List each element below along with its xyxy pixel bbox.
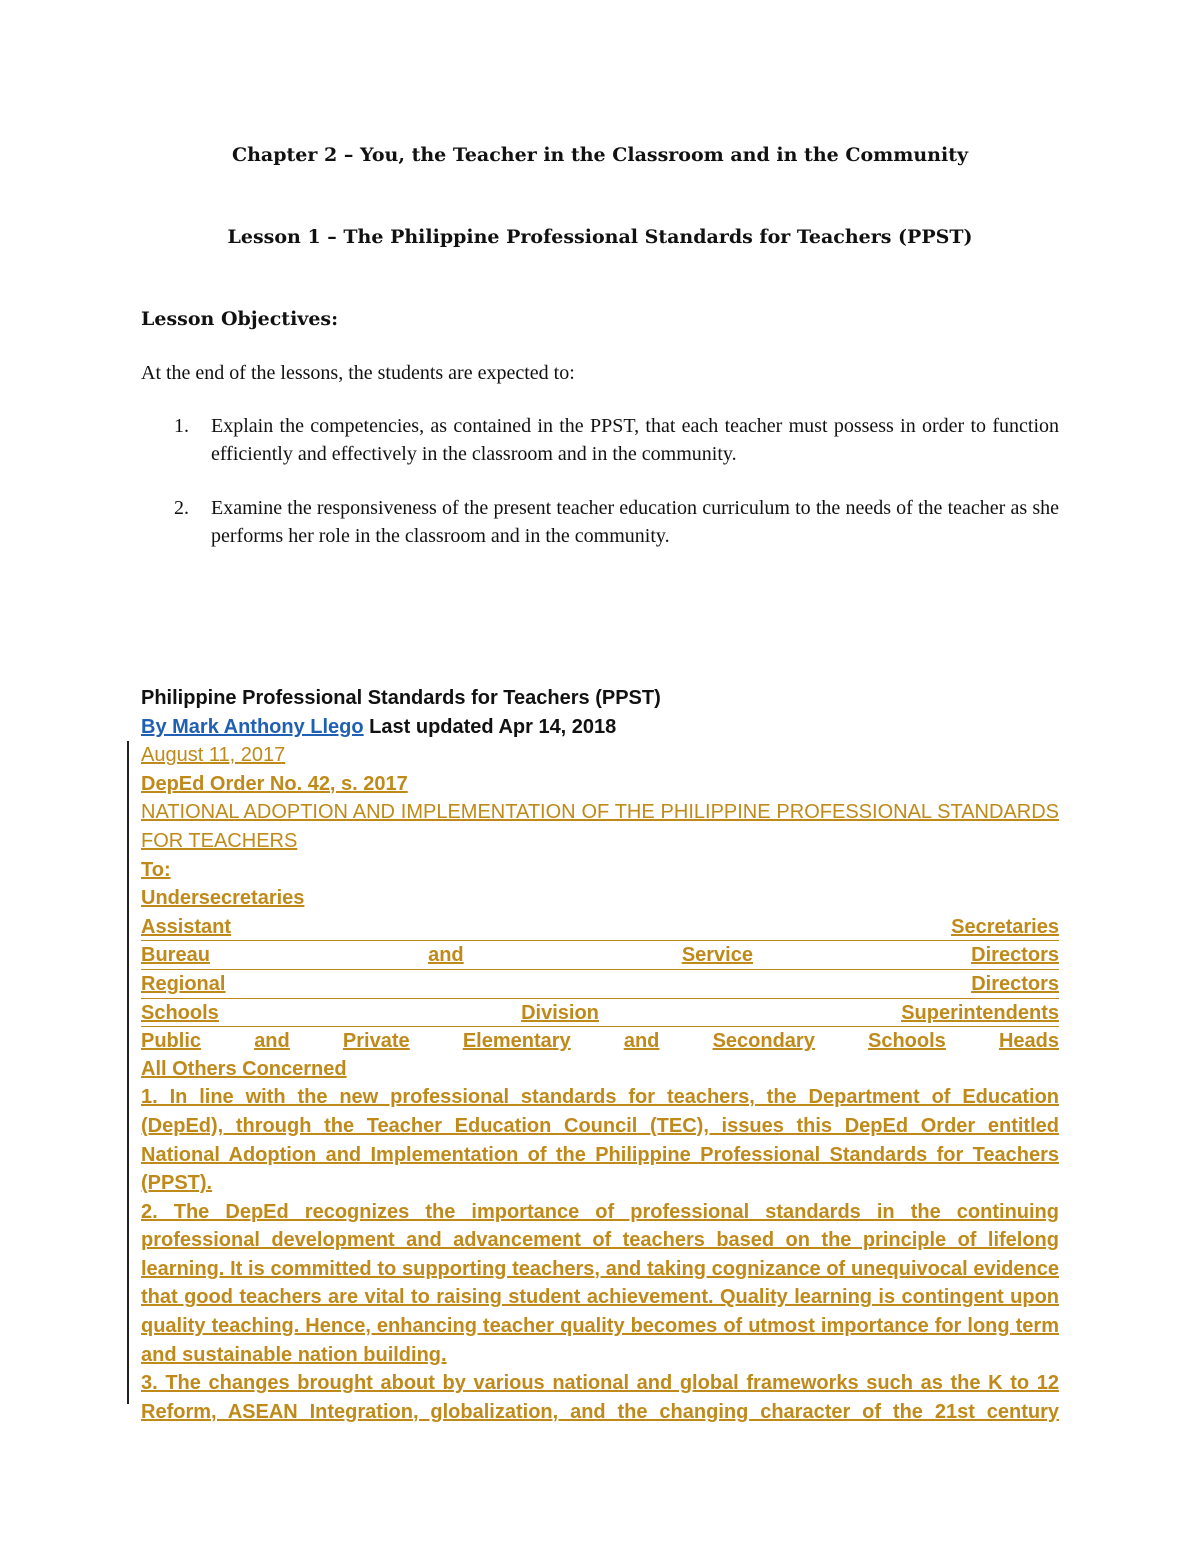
recipient-word: Heads: [998, 1030, 1059, 1053]
order-subject: NATIONAL ADOPTION AND IMPLEMENTATION OF THE PHILIPPINE PROFESSIONAL STANDARDS FOR TEACHERS: [141, 801, 1059, 852]
recipient-word: Directors: [971, 972, 1059, 995]
ppst-article: [141, 684, 1059, 1426]
recipient-word: Schools: [868, 1030, 946, 1053]
recipient-line: Undersecretaries: [141, 887, 305, 910]
recipient-word: Public: [141, 1030, 202, 1053]
recipient-word: Elementary: [462, 1030, 571, 1053]
order-paragraph: 2. The DepEd recognizes the importance of professional standards in the continuing professional development and advancement of teachers based on the principle of lifelong learning. It is committed to supporting teachers, and taking cognizance of unequivocal evidence that good teachers are vital to raising student achievement. Quality learning is contingent upon quality teaching. Hence, enhancing teacher quality becomes of utmost importance for long term and sustainable nation building.: [141, 1200, 1059, 1366]
recipient-word: Bureau: [141, 944, 210, 967]
chapter-title: Chapter 2 – You, the Teacher in the Classroom and in the Community: [231, 144, 969, 166]
objective-text: Examine the responsiveness of the present teacher education curriculum to the needs of the teacher as she performs her role in the classroom and in the community.: [211, 497, 1059, 547]
objective-item: [141, 412, 1059, 468]
recipient-word: Directors: [971, 944, 1059, 967]
to-label: To:: [141, 858, 171, 881]
recipient-line: [141, 970, 1059, 999]
recipient-line: [141, 999, 1059, 1028]
recipient-word: Secretaries: [951, 915, 1059, 938]
deped-order: [141, 741, 1059, 1426]
order-date: August 11, 2017: [141, 744, 286, 767]
objectives-heading: Lesson Objectives:: [141, 308, 339, 330]
recipient-word: Private: [342, 1030, 410, 1053]
objective-number: 2.: [174, 497, 189, 519]
objectives-intro: At the end of the lessons, the students are expected to:: [141, 362, 575, 384]
recipient-word: Schools: [141, 1001, 219, 1024]
recipient-word: and: [623, 1030, 660, 1053]
recipient-word: Assistant: [141, 915, 232, 938]
author-link[interactable]: By Mark Anthony Llego: [141, 715, 364, 738]
recipient-word: Service: [681, 944, 753, 967]
recipient-word: Secondary: [712, 1030, 815, 1053]
recipient-word: Superintendents: [901, 1001, 1059, 1024]
article-title: Philippine Professional Standards for Teachers (PPST): [141, 687, 661, 709]
recipient-line: [141, 1027, 1059, 1055]
lesson-title: Lesson 1 – The Philippine Professional Standards for Teachers (PPST): [227, 226, 973, 248]
order-number: DepEd Order No. 42, s. 2017: [141, 772, 408, 795]
order-paragraph: 1. In line with the new professional standards for teachers, the Department of Education (DepEd), through the Teacher Education Council (TEC), issues this DepEd Order entitled National Adoption and Implementation of the Philippine Professional Standards for Teachers (PPST).: [141, 1086, 1059, 1195]
objective-item: [141, 494, 1059, 550]
byline: [141, 713, 1059, 742]
recipient-line: [141, 913, 1059, 942]
recipient-word: and: [254, 1030, 290, 1053]
objective-number: 1.: [174, 415, 189, 437]
recipient-line: [141, 941, 1059, 970]
last-updated: Last updated Apr 14, 2018: [369, 715, 617, 738]
left-margin-rule: [127, 741, 129, 1404]
recipient-line: All Others Concerned: [141, 1057, 347, 1080]
order-paragraph: 3. The changes brought about by various national and global frameworks such as the K to 12 Reform, ASEAN Integration, globalization, and the changing character of the 21st century: [141, 1372, 1059, 1423]
recipient-word: Regional: [141, 972, 226, 995]
objective-text: Explain the competencies, as contained in the PPST, that each teacher must possess in order to function efficiently and effectively in the classroom and in the community.: [211, 415, 1059, 465]
recipient-word: and: [428, 944, 464, 967]
recipient-word: Division: [521, 1001, 599, 1024]
